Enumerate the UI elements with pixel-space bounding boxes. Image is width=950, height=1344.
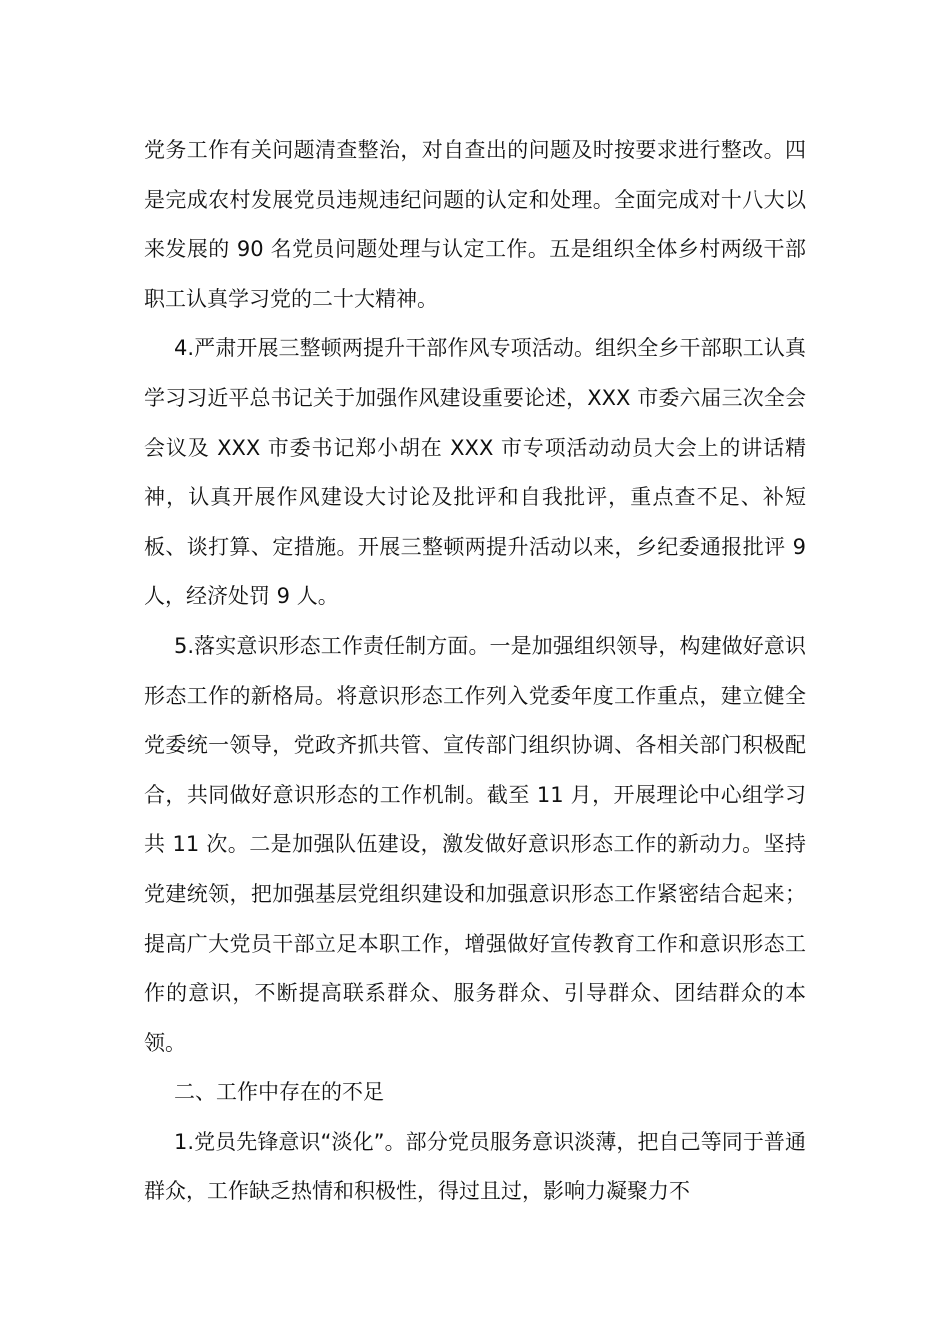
paragraph-item-5: 5.落实意识形态工作责任制方面。一是加强组织领导，构建做好意识形态工作的新格局。将意识形态工作列入党委年度工作重点，建立健全党委统一领导，党政齐抓共管、宣传部门组织协调、各相关部门积极配合，共同做好意识形态的工作机制。截至 11 月，开展理论中心组学习共 11 次。二是加强队伍建设，激发做好意识形态工作的新动力。坚持党建统领，把加强基层党组织建设和加强意识形态工作紧密结合起来；提高广大党员干部立足本职工作，增强做好宣传教育工作和意识形态工作的意识，不断提高联系群众、服务群众、引导群众、团结群众的本领。 (144, 633, 806, 1055)
section-heading: 二、工作中存在的不足 (174, 1080, 384, 1105)
document-body (144, 126, 806, 1217)
paragraph-shortcoming-1: 1.党员先锋意识“淡化”。部分党员服务意识淡薄，把自己等同于普通群众，工作缺乏热情和积极性，得过且过，影响力凝聚力不 (144, 1129, 806, 1204)
paragraph-continuation: 党务工作有关问题清查整治，对自查出的问题及时按要求进行整改。四是完成农村发展党员违规违纪问题的认定和处理。全面完成对十八大以来发展的 90 名党员问题处理与认定工作。五是组织全体乡村两级干部职工认真学习党的二十大精神。 (144, 138, 806, 311)
paragraph-item-4: 4.严肃开展三整顿两提升干部作风专项活动。组织全乡干部职工认真学习习近平总书记关于加强作风建设重要论述，XXX 市委六届三次全会会议及 XXX 市委书记郑小胡在 XXX 市专项活动动员大会上的讲话精神，认真开展作风建设大讨论及批评和自我批评，重点查不足、补短板、谈打算、定措施。开展三整顿两提升活动以来，乡纪委通报批评 9 人，经济处罚 9 人。 (144, 336, 806, 609)
